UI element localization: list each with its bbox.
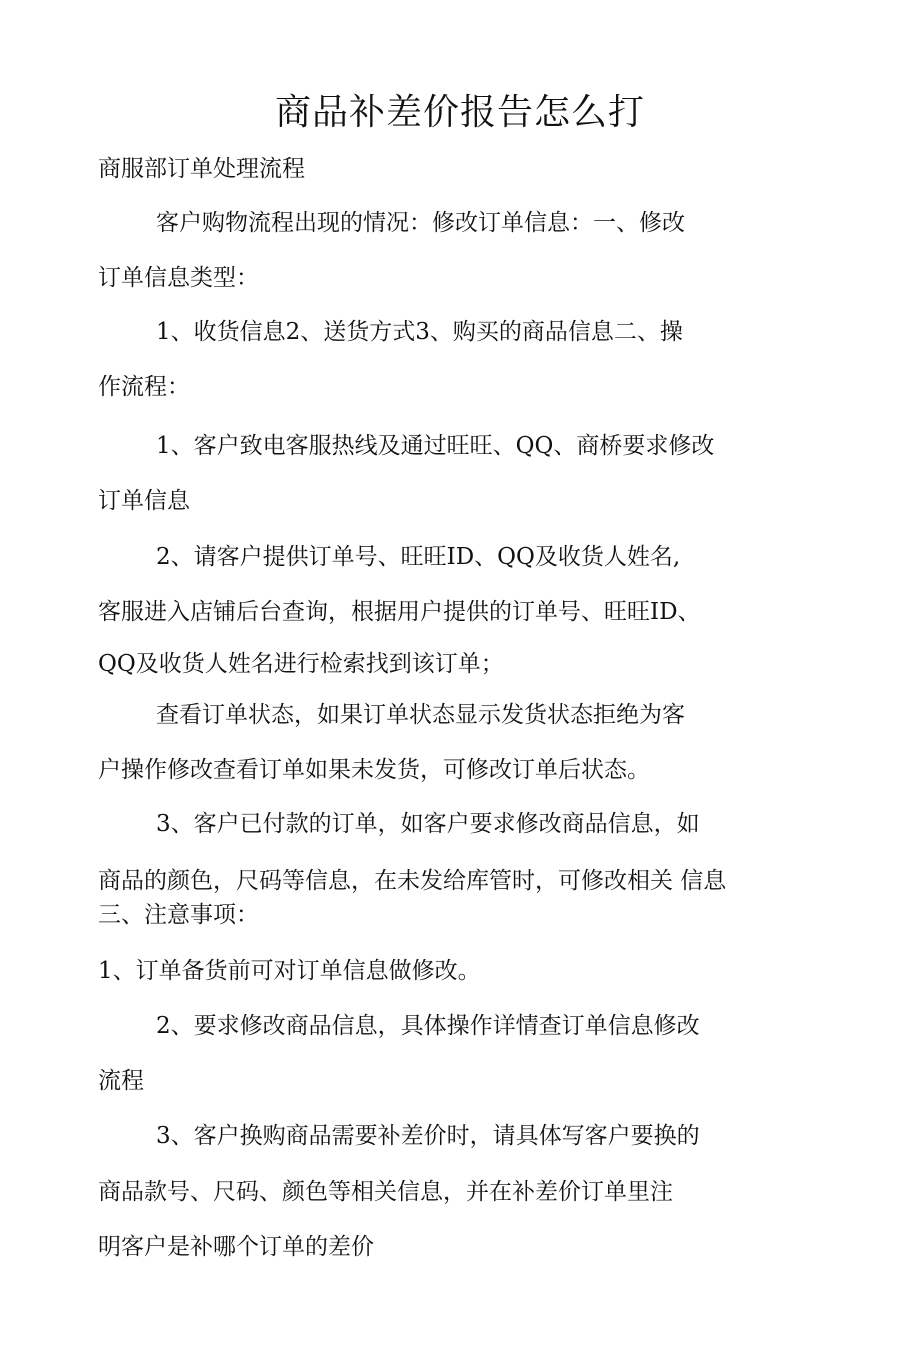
paragraph-line: 2、请客户提供订单号、旺旺ID、QQ及收货人姓名, xyxy=(156,544,681,570)
paragraph-line: 1、收货信息2、送货方式3、购买的商品信息二、操 xyxy=(156,319,683,345)
section-heading: 三、注意事项： xyxy=(98,902,259,928)
paragraph-line: 商服部订单处理流程 xyxy=(98,156,305,182)
paragraph-line: 订单信息 xyxy=(98,488,190,514)
paragraph-line: 3、客户已付款的订单，如客户要求修改商品信息，如 xyxy=(156,811,700,837)
paragraph-line: 流程 xyxy=(98,1068,144,1094)
paragraph-line: 1、客户致电客服热线及通过旺旺、QQ、商桥要求修改 xyxy=(156,433,715,459)
paragraph-line: 3、客户换购商品需要补差价时，请具体写客户要换的 xyxy=(156,1123,700,1149)
paragraph-line: 商品款号、尺码、颜色等相关信息，并在补差价订单里注 xyxy=(98,1179,673,1205)
paragraph-line: 客户购物流程出现的情况：修改订单信息：一、修改 xyxy=(156,210,685,236)
paragraph-line: 客服进入店铺后台查询，根据用户提供的订单号、旺旺ID、 xyxy=(98,599,701,625)
paragraph-line: 作流程： xyxy=(98,374,190,400)
paragraph-line: 1、订单备货前可对订单信息做修改。 xyxy=(98,958,481,984)
paragraph-line: 明客户是补哪个订单的差价 xyxy=(98,1234,374,1260)
paragraph-line: 查看订单状态，如果订单状态显示发货状态拒绝为客 xyxy=(156,702,685,728)
paragraph-line: QQ及收货人姓名进行检索找到该订单； xyxy=(98,651,504,677)
paragraph-line: 户操作修改查看订单如果未发货，可修改订单后状态。 xyxy=(98,757,650,783)
document-title: 商品补差价报告怎么打 xyxy=(274,92,645,133)
paragraph-line: 订单信息类型： xyxy=(98,265,259,291)
paragraph-line: 商品的颜色，尺码等信息，在未发给库管时，可修改相关 信息 xyxy=(98,868,727,894)
paragraph-line: 2、要求修改商品信息，具体操作详情查订单信息修改 xyxy=(156,1013,700,1039)
